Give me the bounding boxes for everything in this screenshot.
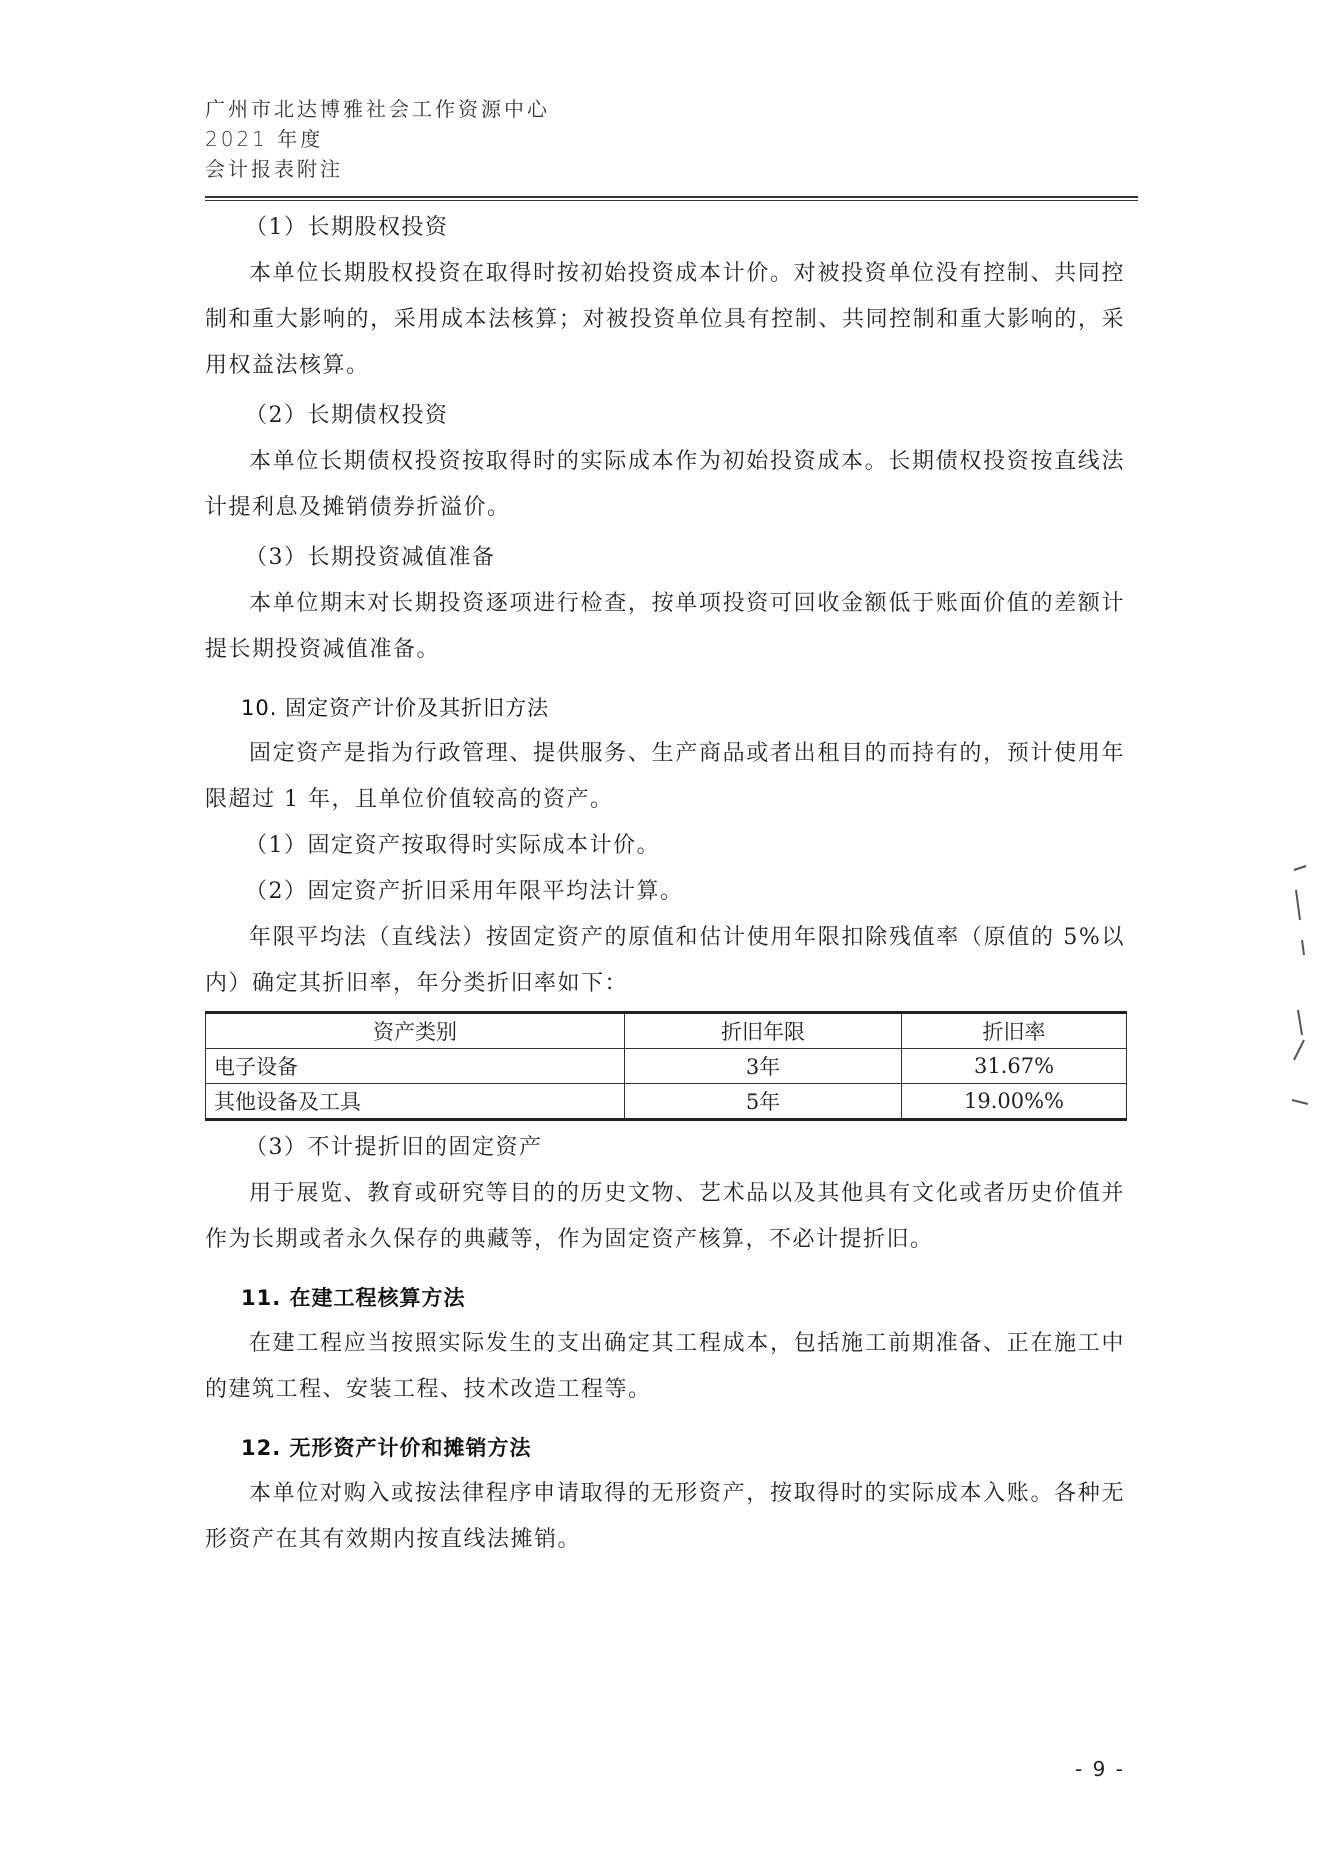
paragraph: 本单位长期股权投资在取得时按初始投资成本计价。对被投资单位没有控制、共同控制和重大影响的，采用成本法核算；对被投资单位具有控制、共同控制和重大影响的，采用权益法核算。: [205, 261, 1125, 378]
page-header: [205, 94, 550, 184]
table-header-cell: 折旧率: [902, 1013, 1127, 1049]
list-item: （3）不计提折旧的固定资产: [245, 1135, 543, 1160]
paragraph: 在建工程应当按照实际发生的支出确定其工程成本，包括施工前期准备、正在施工中的建筑工程、安装工程、技术改造工程等。: [205, 1331, 1125, 1402]
header-rule-thin: [205, 200, 1138, 201]
paragraph: 固定资产是指为行政管理、提供服务、生产商品或者出租目的而持有的，预计使用年限超过 1 年，且单位价值较高的资产。: [205, 741, 1125, 812]
list-item: （1）固定资产按取得时实际成本计价。: [245, 833, 660, 858]
table-header-cell: 折旧年限: [625, 1013, 902, 1049]
header-year: 2021 年度: [205, 127, 324, 151]
section-heading-10: 10. 固定资产计价及其折旧方法: [241, 696, 550, 720]
header-doc-title: 会计报表附注: [205, 157, 343, 181]
scan-edge-marks: [1290, 860, 1310, 1110]
table-cell: 5年: [625, 1084, 902, 1120]
paragraph: 年限平均法（直线法）按固定资产的原值和估计使用年限扣除残值率（原值的 5%以内）确定其折旧率，年分类折旧率如下：: [205, 925, 1125, 996]
subsection-title: （1）长期股权投资: [245, 215, 449, 240]
paragraph: 本单位长期债权投资按取得时的实际成本作为初始投资成本。长期债权投资按直线法计提利息及摊销债券折溢价。: [205, 449, 1125, 520]
section-heading-12: 12. 无形资产计价和摊销方法: [241, 1436, 532, 1460]
section-heading-11: 11. 在建工程核算方法: [241, 1286, 466, 1310]
table-header-row: [206, 1013, 1127, 1049]
paragraph: 本单位期末对长期投资逐项进行检查，按单项投资可回收金额低于账面价值的差额计提长期投资减值准备。: [205, 591, 1125, 662]
paragraph: 用于展览、教育或研究等目的的历史文物、艺术品以及其他具有文化或者历史价值并作为长期或者永久保存的典藏等，作为固定资产核算，不必计提折旧。: [205, 1181, 1125, 1252]
table-cell: 19.00%%: [902, 1084, 1127, 1120]
list-item: （2）固定资产折旧采用年限平均法计算。: [245, 879, 684, 904]
header-org: 广州市北达博雅社会工作资源中心: [205, 97, 550, 121]
document-body: [205, 205, 1125, 1563]
table-row: [206, 1049, 1127, 1084]
table-row: [206, 1084, 1127, 1120]
header-rule-thick: [205, 196, 1138, 198]
table-cell: 电子设备: [206, 1049, 625, 1084]
table-cell: 其他设备及工具: [206, 1084, 625, 1120]
subsection-title: （2）长期债权投资: [245, 403, 449, 428]
table-header-cell: 资产类别: [206, 1013, 625, 1049]
table-cell: 3年: [625, 1049, 902, 1084]
page-number: - 9 -: [1075, 1757, 1125, 1781]
subsection-title: （3）长期投资减值准备: [245, 545, 496, 570]
table-cell: 31.67%: [902, 1049, 1127, 1084]
paragraph: 本单位对购入或按法律程序申请取得的无形资产，按取得时的实际成本入账。各种无形资产在其有效期内按直线法摊销。: [205, 1481, 1125, 1552]
depreciation-table: [205, 1011, 1127, 1121]
